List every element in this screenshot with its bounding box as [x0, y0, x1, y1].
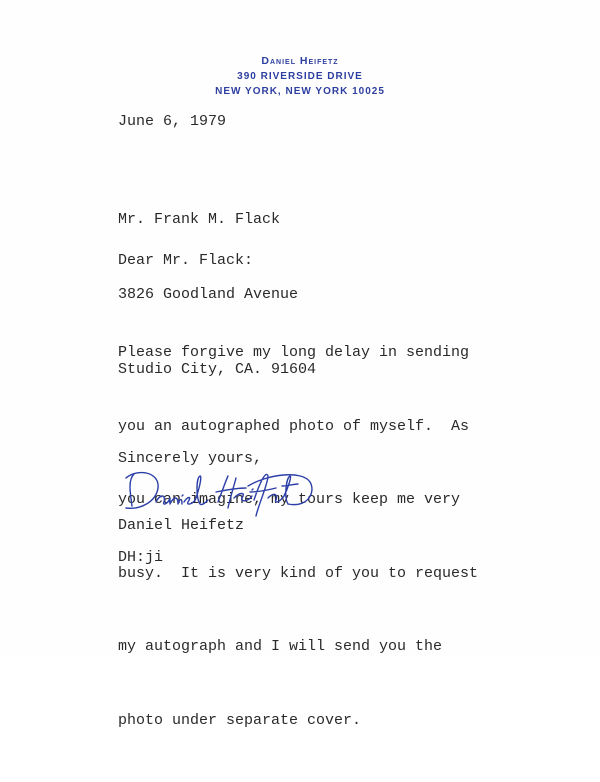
letterhead-street: 390 RIVERSIDE DRIVE	[237, 71, 363, 82]
letter-body	[118, 292, 478, 782]
recipient-street: 3826 Goodland Avenue	[118, 286, 299, 303]
salutation: Dear Mr. Flack:	[118, 252, 254, 269]
recipient-name: Mr. Frank M. Flack	[118, 211, 281, 228]
letterhead-name: Daniel Heifetz	[261, 55, 339, 67]
body-line: Please forgive my long delay in sending	[118, 344, 470, 361]
body-line: you an autographed photo of myself. As	[118, 417, 470, 435]
body-line: busy. It is very kind of you to request	[118, 564, 479, 582]
handwritten-signature	[118, 462, 318, 522]
body-line: my autograph and I will send you the	[118, 638, 443, 655]
signatory-name: Daniel Heifetz	[118, 517, 245, 534]
closing: Sincerely yours,	[118, 450, 263, 467]
body-line: photo under separate cover.	[118, 711, 362, 729]
body-line: you can imagine, my tours keep me very	[118, 491, 461, 508]
recipient-city: Studio City, CA. 91604	[118, 361, 317, 378]
typist-initials: DH:ji	[118, 549, 164, 566]
letterhead-city: NEW YORK, NEW YORK 10025	[215, 86, 385, 97]
letter-date: June 6, 1979	[118, 113, 227, 130]
letterhead	[0, 54, 600, 99]
